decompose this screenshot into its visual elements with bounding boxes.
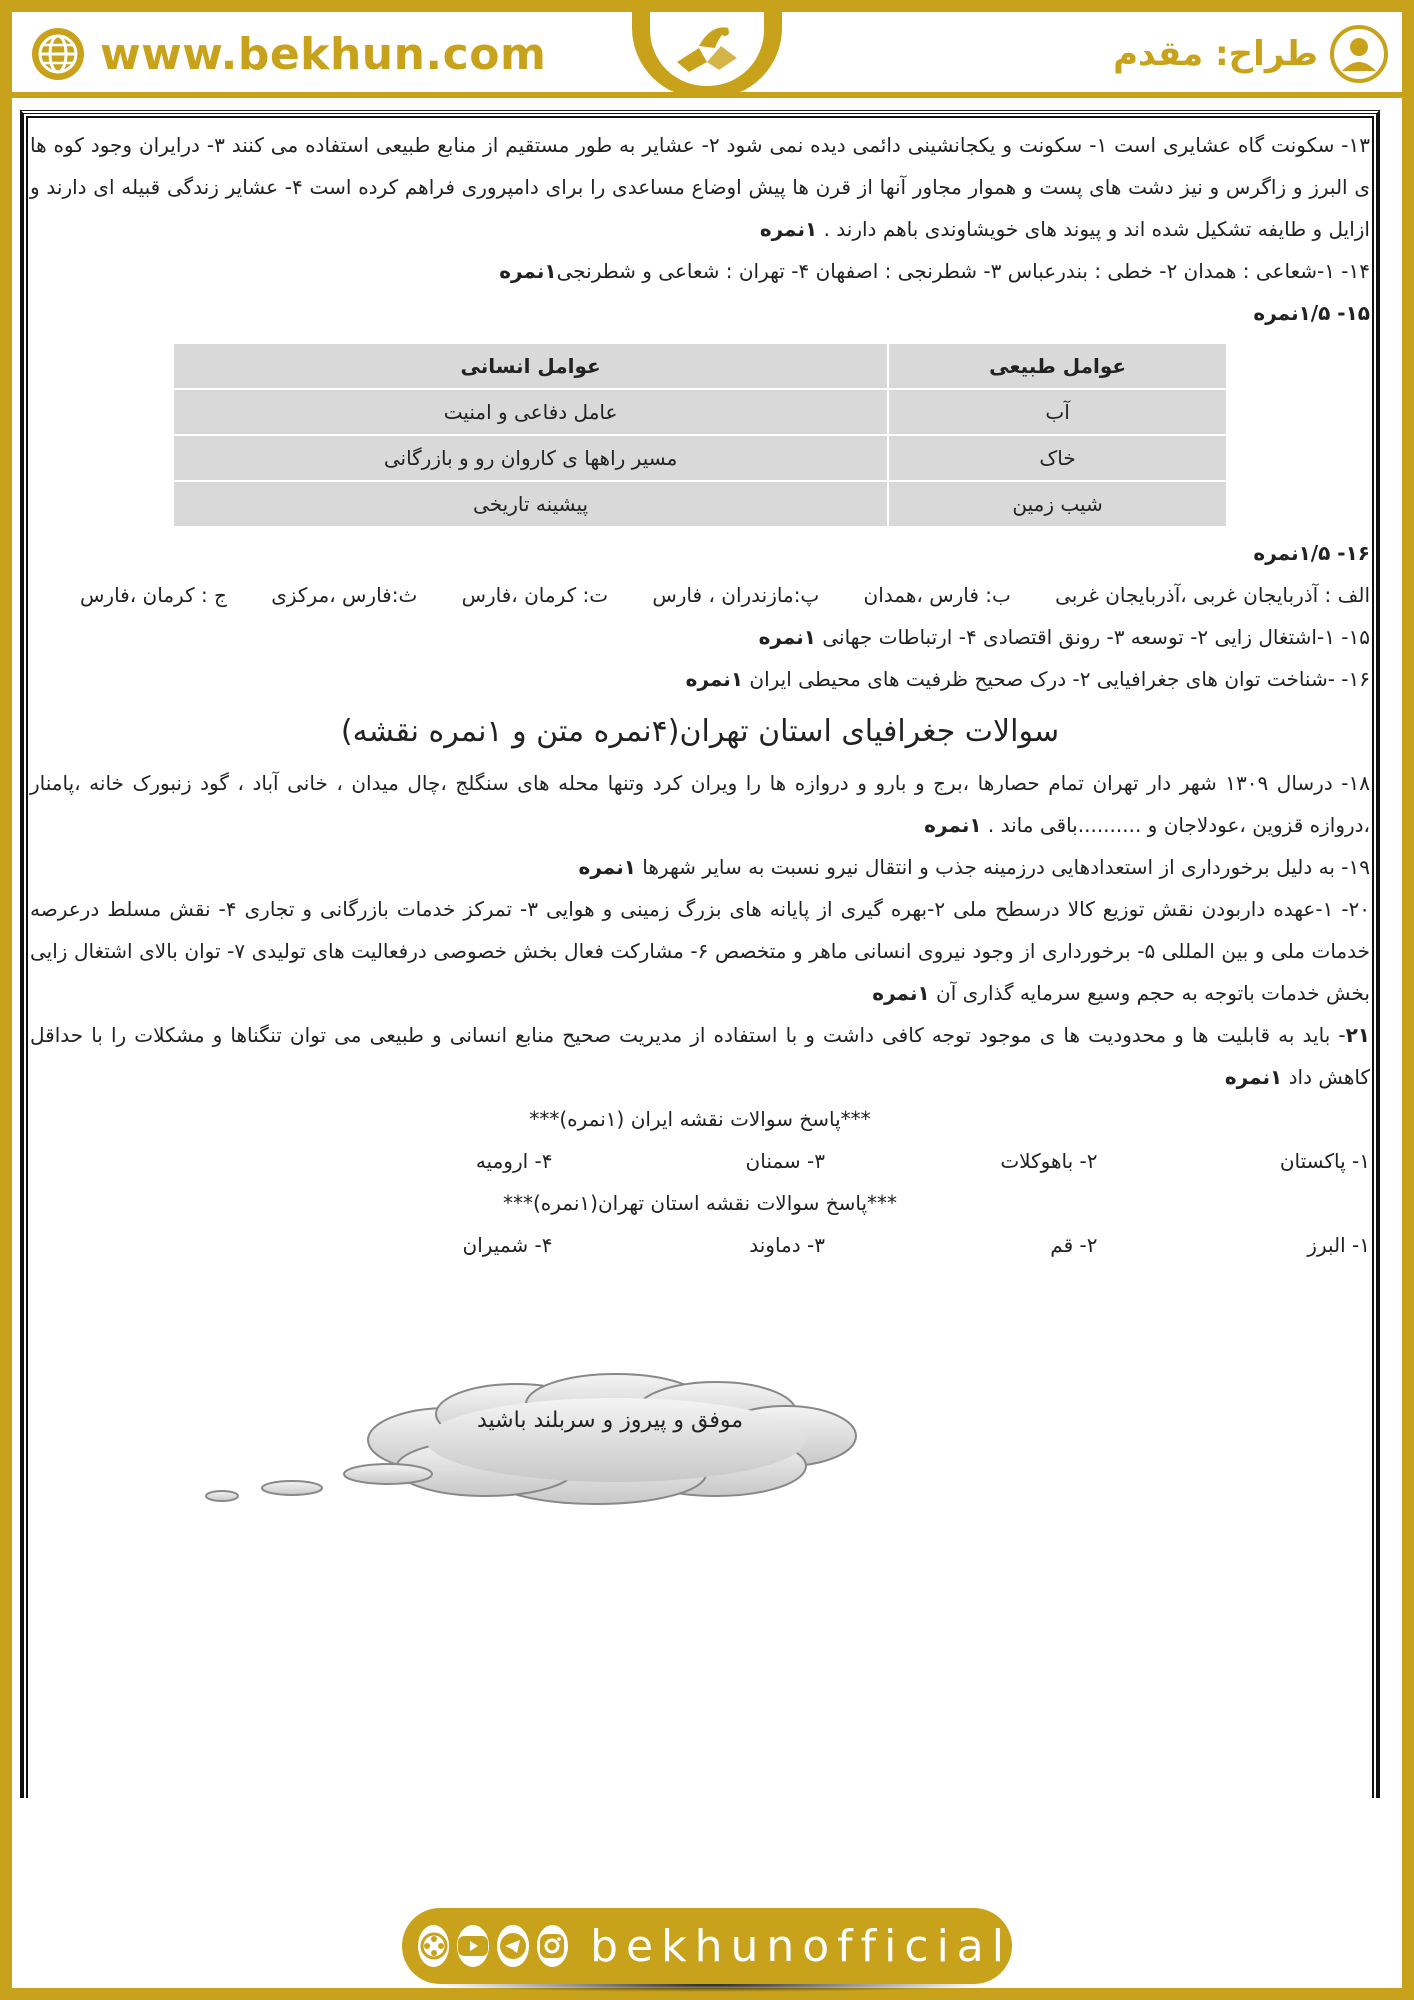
instagram-icon[interactable] — [537, 1925, 568, 1967]
closing-message: موفق و پیروز و سربلند باشید — [477, 1408, 743, 1433]
youtube-icon[interactable] — [457, 1925, 489, 1967]
answer-13: ۱۳- سکونت گاه عشایری است ۱- سکونت و یکجانشینی دائمی دیده نمی شود ۲- عشایر به طور مستقیم از منابع طبیعی استفاده می کنند ۳- درایران وجود کوه ها ی البرز و زاگرس و نیز دشت های پست و هموار مجاور آنها از قرن ها پیش اوضاع مساعدی را برای دامپروری فراهم کرده است ۴- عشایر زندگی قبیله ای دارند و ازایل و طایفه تشکیل شده اند و پیوند های خویشاوندی باهم دارند . ۱نمره — [30, 133, 1371, 241]
answer-21: ۲۱- باید به قابلیت ها و محدودیت ها ی موجود توجه کافی داشت و با استفاده از مدیریت صحیح منابع انسانی و طبیعی می توان تنگناها و مشکلات را با حداقل کاهش داد ۱نمره — [30, 1023, 1370, 1089]
header — [12, 12, 1402, 98]
map-tehran-title: ***پاسخ سوالات نقشه استان تهران(۱نمره)*** — [502, 1191, 898, 1215]
answer-18: ۱۸- درسال ۱۳۰۹ شهر دار تهران تمام حصارها ،برج و بارو و دروازه ها را ویران کرد وتنها محله های سنگلج ،چال میدان ، خانی آباد ، گود زنبورک خانه ،پامنار ،دروازه قزوین ،عودلاجان و ..........باقی ماند . ۱نمره — [30, 771, 1370, 837]
answer-16b: ۱۶- -شناخت توان های جغرافیایی ۲- درک صحیح ظرفیت های محیطی ایران ۱نمره — [685, 667, 1370, 691]
logo — [650, 12, 764, 86]
aparat-icon[interactable] — [418, 1925, 449, 1967]
user-icon — [1330, 25, 1388, 83]
designer-name: طراح: مقدم — [1113, 34, 1318, 74]
factors-table — [172, 342, 1228, 528]
site-url[interactable]: www.bekhun.com — [100, 28, 547, 80]
logo-tab — [632, 12, 782, 98]
answer-15-heading: ۱۵- ۱/۵نمره — [1253, 301, 1370, 325]
globe-icon — [30, 26, 86, 82]
table-header-natural: عوامل طبیعی — [888, 343, 1227, 389]
table-row: شیب زمین پیشینه تاریخی — [173, 481, 1227, 527]
map-iran-answers: ۱- پاکستان ۲- باهوکلات ۳- سمنان ۴- ارومیه — [475, 1149, 1370, 1173]
answer-19: ۱۹- به دلیل برخورداری از استعدادهایی درزمینه جذب و انتقال نیرو نسبت به سایر شهرها ۱نمره — [578, 855, 1370, 879]
section-title: سوالات جغرافیای استان تهران(۴نمره متن و ۱نمره نقشه) — [340, 714, 1060, 749]
table-row: خاک مسیر راهها ی کاروان رو و بازرگانی — [173, 435, 1227, 481]
map-iran-title: ***پاسخ سوالات نقشه ایران (۱نمره)*** — [529, 1107, 871, 1131]
map-tehran-answers: ۱- البرز ۲- قم ۳- دماوند ۴- شمیران — [462, 1233, 1370, 1257]
thought-cloud — [196, 1370, 966, 1510]
telegram-icon[interactable] — [497, 1925, 528, 1967]
footer-handle[interactable]: bekhunofficial — [590, 1920, 1012, 1972]
answer-14: ۱۴- ۱-شعاعی : همدان ۲- خطی : بندرعباس ۳- شطرنجی : اصفهان ۴- تهران : شعاعی و شطرنجی۱نمره — [499, 259, 1370, 283]
table-row: آب عامل دفاعی و امنیت — [173, 389, 1227, 435]
site-link[interactable] — [30, 26, 546, 82]
answer-16-heading: ۱۶- ۱/۵نمره — [1253, 541, 1370, 565]
designer-label — [1113, 24, 1388, 84]
answer-16-options: الف : آذربایجان غربی ،آذربایجان غربی ب: فارس ،همدان پ:مازندران ، فارس ت: کرمان ،فارس ث:فارس ،مرکزی ج : کرمان ،فارس — [80, 583, 1370, 607]
answer-sheet — [30, 124, 1370, 1266]
answer-15b: ۱۵- ۱-اشتغال زایی ۲- توسعه ۳- رونق اقتصادی ۴- ارتباطات جهانی ۱نمره — [758, 625, 1370, 649]
book-logo-icon — [659, 18, 755, 80]
answer-20: ۲۰- ۱-عهده داربودن نقش توزیع کالا درسطح ملی ۲-بهره گیری از پایانه های بزرگ زمینی و هوایی ۳- تمرکز خدمات بازرگانی و تجاری ۴- نقش مسلط درعرصه خدمات ملی و بین المللی ۵- برخورداری از وجود نیروی انسانی ماهر و متخصص ۶- مشارکت فعال بخش خصوصی درفعالیت های تولیدی ۷- توان بالای اشتغال زایی بخش خدمات باتوجه به حجم وسیع سرمایه گذاری آن ۱نمره — [30, 897, 1371, 1005]
table-header-human: عوامل انسانی — [173, 343, 888, 389]
footer-bar — [402, 1908, 1012, 1984]
social-links — [402, 1908, 1012, 1984]
